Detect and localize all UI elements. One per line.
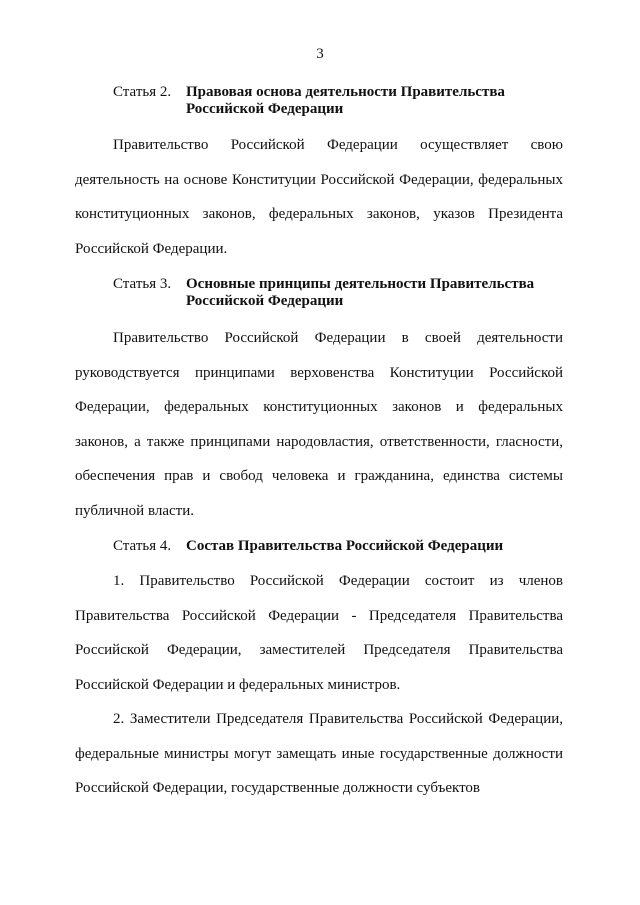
article-2-label: Статья 2. — [113, 84, 172, 100]
article-2-heading — [113, 84, 573, 118]
article-4-paragraph-1: 1. Правительство Российской Федерации состоит из членов Правительства Российской Федерации - Председателя Правительства Российской Федерации, заместителей Председателя Правительства Российской Федерации и федеральных министров. — [75, 573, 563, 693]
article-3-title: Основные принципы деятельности Правительства Российской Федерации — [186, 276, 535, 309]
article-3-paragraph-1: Правительство Российской Федерации в своей деятельности руководствуется принципами верховенства Конституции Российской Федерации, федеральных конституционных законов и федеральных законов, а также принципами народовластия, ответственности, гласности, обеспечения прав и свобод человека и гражданина, единства системы публичной власти. — [75, 330, 563, 519]
article-4-heading — [113, 538, 573, 555]
article-4-title: Состав Правительства Российской Федерации — [186, 538, 504, 554]
article-3-label: Статья 3. — [113, 276, 172, 292]
article-2-title: Правовая основа деятельности Правительства Российской Федерации — [186, 84, 505, 117]
article-4-paragraph-2: 2. Заместители Председателя Правительства Российской Федерации, федеральные министры могут замещать иные государственные должности Российской Федерации, государственные должности субъектов — [75, 711, 563, 796]
article-3-heading — [113, 276, 573, 310]
article-2-paragraph-1: Правительство Российской Федерации осуществляет свою деятельность на основе Конституции Российской Федерации, федеральных конституционных законов, федеральных законов, указов Президента Российской Федерации. — [75, 137, 563, 257]
article-4-label: Статья 4. — [113, 538, 172, 554]
page-number: 3 — [316, 46, 324, 62]
